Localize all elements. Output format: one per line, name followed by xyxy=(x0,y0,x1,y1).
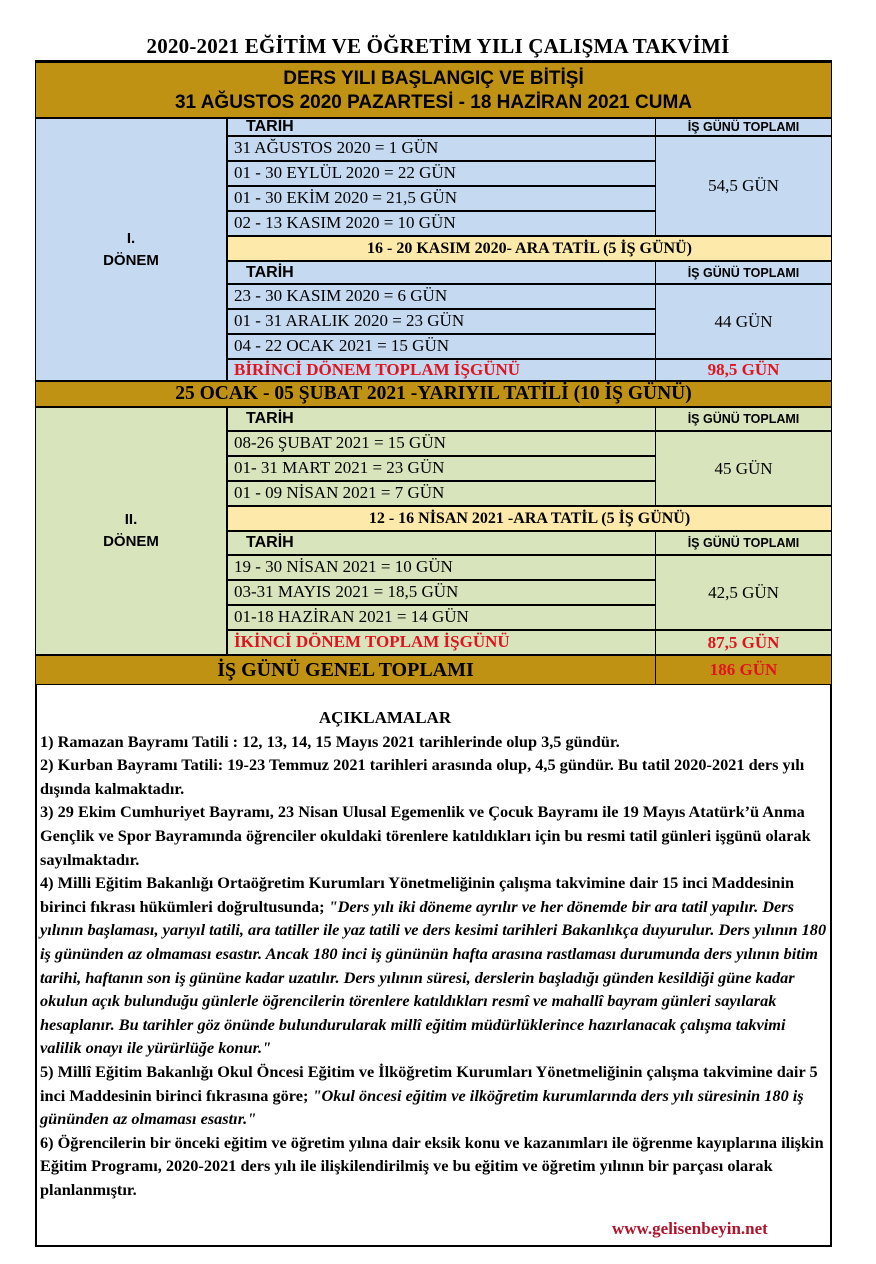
term-1-word: DÖNEM xyxy=(103,251,159,269)
note-item: 6) Öğrencilerin bir önceki eğitim ve öğretim yılına dair eksik konu ve kazanımları ile öğrenme kayıplarına ilişkin Eğitim Programı, 2020-2021 ders yılı ile ilişkilendirilmiş ve bu eğitim ve öğretim yılının bir parçası olarak planlanmıştır. xyxy=(40,1132,824,1199)
term-1-total-header-2: İŞ GÜNÜ TOPLAMI xyxy=(655,261,832,284)
term-2-row: 01- 31 MART 2021 = 23 GÜN xyxy=(227,456,656,481)
term-2-block-2-total: 42,5 GÜN xyxy=(655,555,832,630)
term-2-block-1-total: 45 GÜN xyxy=(655,431,832,506)
page-title: 2020-2021 EĞİTİM VE ÖĞRETİM YILI ÇALIŞMA TAKVİMİ xyxy=(146,34,730,58)
term-2-total-header: İŞ GÜNÜ TOPLAMI xyxy=(655,407,832,431)
term-1-row: 31 AĞUSTOS 2020 = 1 GÜN xyxy=(227,136,656,161)
term-1-row: 02 - 13 KASIM 2020 = 10 GÜN xyxy=(227,211,656,236)
note-5-quote: "Okul öncesi eğitim ve ilköğretim kurumlarında ders yılı süresinin 180 iş gününden az olmaması esastır." xyxy=(40,1085,804,1129)
note-item: 1) Ramazan Bayramı Tatili : 12, 13, 14, 15 Mayıs 2021 tarihlerinde olup 3,5 gündür. xyxy=(40,731,620,751)
term-1-row: 04 - 22 OCAK 2021 = 15 GÜN xyxy=(227,334,656,359)
notes-section xyxy=(40,706,830,1201)
term-2-mid-break: 12 - 16 NİSAN 2021 -ARA TATİL (5 İŞ GÜNÜ) xyxy=(227,506,832,531)
term-2-row: 08-26 ŞUBAT 2021 = 15 GÜN xyxy=(227,431,656,456)
term-2-label xyxy=(35,407,227,655)
note-5-text: 5) Millî Eğitim Bakanlığı Okul Öncesi Eğitim ve İlköğretim Kurumları Yönetmeliğinin çalışma takvimine dair 5 inci Maddesinin birinci fıkrasına göre; xyxy=(40,1061,818,1105)
note-item xyxy=(40,1060,830,1131)
website-link[interactable]: www.gelisenbeyin.net xyxy=(612,1219,768,1238)
term-2-word: DÖNEM xyxy=(103,533,159,550)
term-2-roman: II. xyxy=(124,511,138,528)
term-2-row: 19 - 30 NİSAN 2021 = 10 GÜN xyxy=(227,555,656,580)
midyear-break-banner: 25 OCAK - 05 ŞUBAT 2021 -YARIYIL TATİLİ (10 İŞ GÜNÜ) xyxy=(35,381,832,407)
note-item: 2) Kurban Bayramı Tatili: 19-23 Temmuz 2021 tarihleri arasında olup, 4,5 gündür. Bu tatil 2020-2021 ders yılı dışında kalmaktadır. xyxy=(40,755,805,798)
term-1-block-2-total: 44 GÜN xyxy=(655,284,832,359)
term-2-sum-label: İKİNCİ DÖNEM TOPLAM İŞGÜNÜ xyxy=(227,630,656,655)
grand-total-value: 186 GÜN xyxy=(655,655,832,685)
year-start-end-banner xyxy=(35,62,832,118)
note-item xyxy=(40,871,830,1060)
note-4-text: 4) Milli Eğitim Bakanlığı Ortaöğretim Kurumları Yönetmeliğinin çalışma takvimine dair 15 inci Maddesinin birinci fıkrası hükümleri doğrultusunda; xyxy=(40,873,795,916)
term-1-row: 23 - 30 KASIM 2020 = 6 GÜN xyxy=(227,284,656,309)
grand-total-label: İŞ GÜNÜ GENEL TOPLAMI xyxy=(35,655,656,685)
term-2-date-header-2: TARİH xyxy=(227,531,656,555)
banner-line-2: 31 AĞUSTOS 2020 PAZARTESİ - 18 HAZİRAN 2021 CUMA xyxy=(174,92,692,113)
term-1-sum-value: 98,5 GÜN xyxy=(655,359,832,381)
term-1-row: 01 - 31 ARALIK 2020 = 23 GÜN xyxy=(227,309,656,334)
note-4-quote: "Ders yılı iki döneme ayrılır ve her dönemde bir ara tatil yapılır. Ders yılının başlaması, yarıyıl tatili, ara tatiller ile yaz tatili ve ders kesimi tarihleri Bakanlıkça duyurulur. Ders yılının 180 iş gününden az olmaması esastır. Ancak 180 inci iş gününün hafta arasına rastlaması durumunda ders yılının bitim tarihi, haftanın son iş gününe kadar uzatılır. Ders yılının süresi, derslerin başladığı günden kesildiği güne kadar okulun açık bulunduğu günlerle öğrencilerin törenlere katıldıkları resmî ve mahallî bayram günleri sayılarak hesaplanır. Bu tarihler göz önünde bulundurularak millî eğitim müdürlüklerince hazırlanacak çalışma takvimi valilik onayı ile yürürlüğe konur." xyxy=(40,896,827,1058)
term-2-sum-value: 87,5 GÜN xyxy=(655,630,832,655)
term-2-row: 01 - 09 NİSAN 2021 = 7 GÜN xyxy=(227,481,656,506)
banner-line-1: DERS YILI BAŞLANGIÇ VE BİTİŞİ xyxy=(283,68,584,89)
term-2-date-header: TARİH xyxy=(227,407,656,431)
term-1-mid-break: 16 - 20 KASIM 2020- ARA TATİL (5 İŞ GÜNÜ) xyxy=(227,236,832,261)
term-2-row: 01-18 HAZİRAN 2021 = 14 GÜN xyxy=(227,605,656,630)
term-1-sum-label: BİRİNCİ DÖNEM TOPLAM İŞGÜNÜ xyxy=(227,359,656,381)
term-1-date-header: TARİH xyxy=(227,118,656,136)
notes-heading: AÇIKLAMALAR xyxy=(318,708,452,727)
term-1-row: 01 - 30 EKİM 2020 = 21,5 GÜN xyxy=(227,186,656,211)
note-item: 3) 29 Ekim Cumhuriyet Bayramı, 23 Nisan Ulusal Egemenlik ve Çocuk Bayramı ile 19 Mayıs Atatürk’ü Anma Gençlik ve Spor Bayramında öğrenciler okuldaki törenlere katıldıkları için bu resmi tatil günleri işgünü olarak sayılmaktadır. xyxy=(40,802,811,869)
term-1-date-header-2: TARİH xyxy=(227,261,656,284)
term-1-roman: I. xyxy=(126,229,136,247)
term-2-total-header-2: İŞ GÜNÜ TOPLAMI xyxy=(655,531,832,555)
term-1-label xyxy=(35,118,227,381)
term-2-row: 03-31 MAYIS 2021 = 18,5 GÜN xyxy=(227,580,656,605)
term-1-total-header: İŞ GÜNÜ TOPLAMI xyxy=(655,118,832,136)
term-1-block-1-total: 54,5 GÜN xyxy=(655,136,832,236)
term-1-row: 01 - 30 EYLÜL 2020 = 22 GÜN xyxy=(227,161,656,186)
